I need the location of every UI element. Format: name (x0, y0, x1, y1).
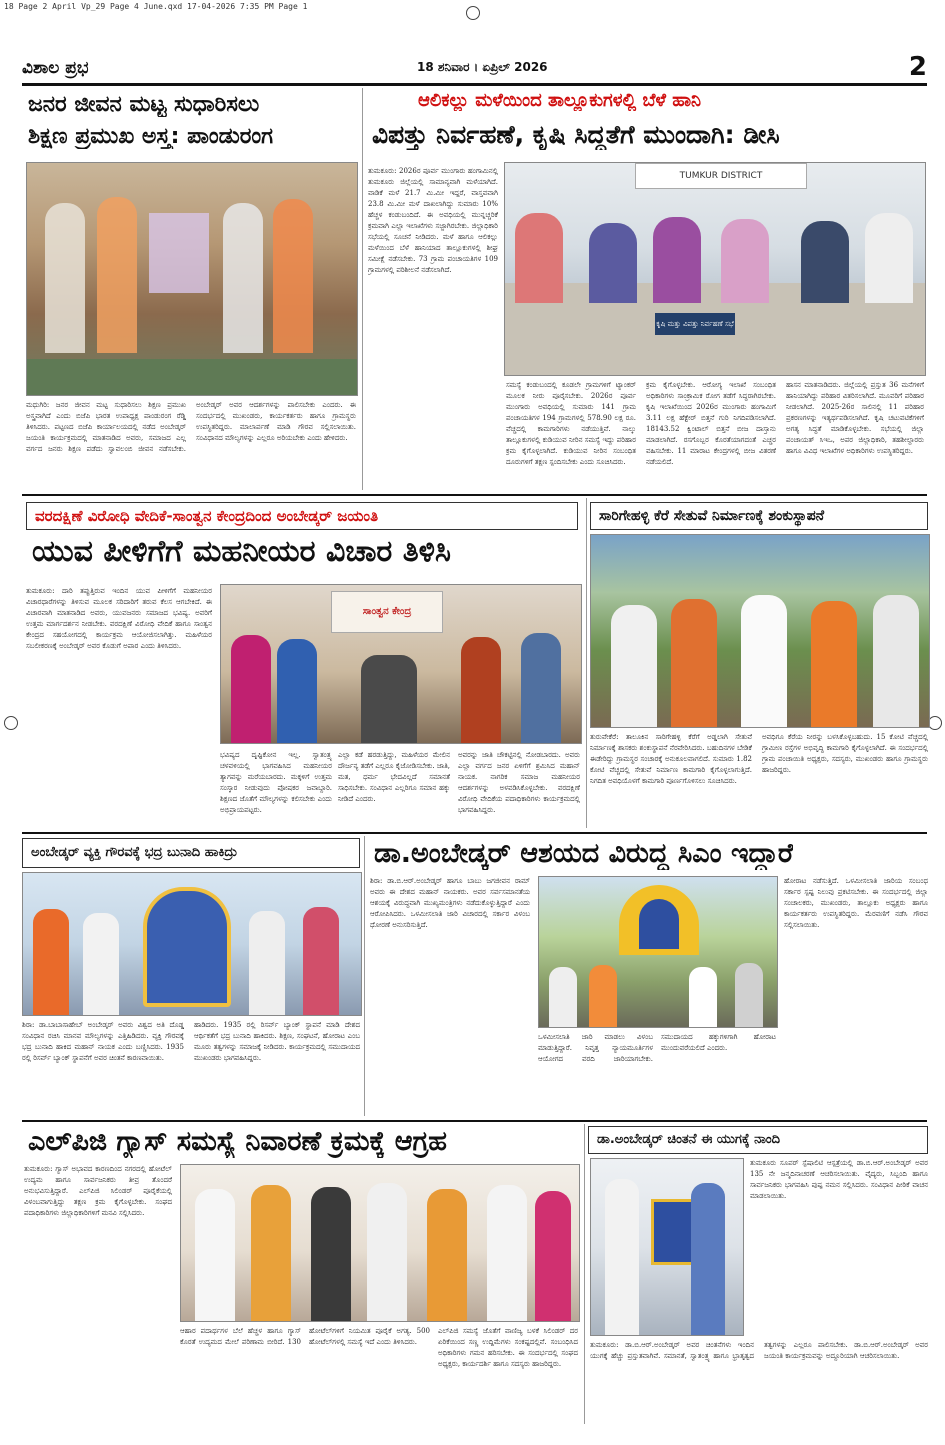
photo-foundation-ceremony (590, 534, 930, 728)
story-body-col1: ತುಮಕೂರು: ದಾರಿ ತಪ್ಪುತ್ತಿರುವ ಇಂದಿನ ಯುವ ಪೀಳಿಗೆಗೆ ಮಹನೀಯರ ವಿಚಾರಧಾರೆಗಳನ್ನು ತಿಳಿಸುವ ಮೂಲಕ ಸರಿದಾರಿಗೆ ತರುವ ಕೆಲಸ ಆಗಬೇಕಿದೆ. ಈ ವಿಚಾರವಾಗಿ ಮಾತನಾಡಿದ ಅವರು, ಯುವಜನರು ಸಮಾಜದ ಭವಿಷ್ಯ. ಅವರಿಗೆ ಉತ್ತಮ ಮಾರ್ಗದರ್ಶನ ನೀಡಬೇಕು. ವರದಕ್ಷಿಣೆ ವಿರೋಧಿ ವೇದಿಕೆ ಹಾಗೂ ಸಾಂತ್ವನ ಕೇಂದ್ರದ ಸಹಯೋಗದಲ್ಲಿ ಕಾರ್ಯಕ್ರಮ ಆಯೋಜಿಸಲಾಗಿತ್ತು. ಮಹಿಳೆಯರ ಸಬಲೀಕರಣಕ್ಕೆ ಅಂಬೇಡ್ಕರ್ ಅವರ ಕೊಡುಗೆ ಅಪಾರ ಎಂದು ತಿಳಿಸಿದರು. (26, 587, 212, 650)
story-cm-critique (368, 836, 928, 1116)
story-bridge (590, 498, 928, 828)
column-rule (584, 1124, 585, 1424)
newspaper-name: ವಿಶಾಲ ಪ್ರಭ (22, 58, 89, 78)
story-body-col3: ಎಲ್‌ಪಿಜಿ ಸಮಸ್ಯೆ ಜೊತೆಗೆ ವಾಣಿಜ್ಯ ಬಳಕೆ ಸಿಲಿಂಡರ್ ದರ ಏರಿಕೆಯಿಂದ ಸಣ್ಣ ಉದ್ದಿಮೆಗಳು ಸಂಕಷ್ಟದಲ್ಲಿವೆ. ಸಂಬಂಧಿಸಿದ ಅಧಿಕಾರಿಗಳು ಗಮನ ಹರಿಸಬೇಕು. ಈ ಸಂದರ್ಭದಲ್ಲಿ ಸಂಘದ ಅಧ್ಯಕ್ಷರು, ಕಾರ್ಯದರ್ಶಿ ಹಾಗೂ ಸದಸ್ಯರು ಹಾಜರಿದ್ದರು. (438, 1327, 578, 1368)
registration-mark-right (928, 716, 942, 730)
headline: ಶಿಕ್ಷಣ ಪ್ರಮುಖ ಅಸ್ತ್ರ: ಪಾಂಡುರಂಗ (28, 124, 273, 149)
story-crop-damage (366, 88, 928, 490)
photo-memorandum (180, 1164, 580, 1322)
story-body-col2: ಒಳಮೀಸಲಾತಿ ಜಾರಿ ಮಾಡಲು ವಿಳಂಬ ಮಾಡುತ್ತಿದ್ದಾರೆ. ನಿವೃತ್ತ ನ್ಯಾಯಮೂರ್ತಿಗಳ ಆಯೋಗದ ವರದಿ ಜಾರಿಯಾಗಬೇಕು. ಸಮುದಾಯದ ಹಕ್ಕುಗಳಿಗಾಗಿ ಹೋರಾಟ ಮುಂದುವರೆಯಲಿದೆ ಎಂದರು. (538, 1033, 776, 1063)
section-rule (22, 832, 927, 834)
photo-meeting (504, 162, 926, 376)
issue-date: 18 ಶನಿವಾರ । ಏಪ್ರಿಲ್ 2026 (417, 60, 548, 74)
headline: ವಿಪತ್ತು ನಿರ್ವಹಣೆ, ಕೃಷಿ ಸಿದ್ಧತೆಗೆ ಮುಂದಾಗಿ: ಡೀಸಿ (372, 120, 780, 149)
story-body-col3: ಹೋರಾಟ ನಡೆಸುತ್ತಿದೆ. ಒಳಮೀಸಲಾತಿ ಜಾರಿಯ ಸಂಬಂಧ ಸರ್ಕಾರ ಸ್ಪಷ್ಟ ನಿಲುವು ಪ್ರಕಟಿಸಬೇಕು. ಈ ಸಂದರ್ಭದಲ್ಲಿ ಜಿಲ್ಲಾ ಸಂಚಾಲಕರು, ಮುಖಂಡರು, ತಾಲ್ಲೂಕು ಅಧ್ಯಕ್ಷರು ಹಾಗೂ ಕಾರ್ಯಕರ್ತರು ಉಪಸ್ಥಿತರಿದ್ದರು. ಮೆರವಣಿಗೆ ನಡೆಸಿ ಗೌರವ ಸಲ್ಲಿಸಲಾಯಿತು. (784, 877, 928, 929)
masthead (22, 52, 927, 82)
masthead-rule (22, 83, 927, 86)
story-body-col3: ಕ್ರಮ ಕೈಗೊಳ್ಳಬೇಕು. ಆರೋಗ್ಯ ಇಲಾಖೆ ಸಂಬಂಧಿತ ಅಧಿಕಾರಿಗಳು ಸಾಂಕ್ರಾಮಿಕ ರೋಗ ತಡೆಗೆ ಸಿದ್ಧರಾಗಿರಬೇಕು. ಕೃಷಿ ಇಲಾಖೆಯಿಂದ 2026ರ ಮುಂಗಾರು ಹಂಗಾಮಿಗೆ 3.11 ಲಕ್ಷ ಹೆಕ್ಟೇರ್ ಬಿತ್ತನೆ ಗುರಿ ನಿಗದಿಪಡಿಸಲಾಗಿದೆ. 18143.52 ಕ್ವಿಂಟಾಲ್ ಬಿತ್ತನೆ ಬೀಜ ದಾಸ್ತಾನು ಮಾಡಲಾಗಿದೆ. ರಸಗೊಬ್ಬರ ಕೊರತೆಯಾಗದಂತೆ ಎಚ್ಚರ ವಹಿಸಬೇಕು. 11 ಮಾರಾಟ ಕೇಂದ್ರಗಳಲ್ಲಿ ಬೀಜ ವಿತರಣೆ ನಡೆಯಲಿದೆ. (646, 381, 776, 466)
meeting-banner: TUMKUR DISTRICT (635, 163, 807, 189)
story-body-col3: ಎಲ್ಲಾ ಕಡೆ ಹರಡುತ್ತಿದ್ದು, ಮಹಿಳೆಯರ ಮೇಲಿನ ದೌರ್ಜನ್ಯ ತಡೆಗೆ ಎಲ್ಲರೂ ಕೈಜೋಡಿಸಬೇಕು. ಜಾತಿ, ಮತ, ಧರ್ಮ ಭೇದವಿಲ್ಲದೆ ಸಮಾನತೆ ಸಾಧಿಸಬೇಕು. ಸಂವಿಧಾನ ಎಲ್ಲರಿಗೂ ಸಮಾನ ಹಕ್ಕು ನೀಡಿದೆ ಎಂದರು. (338, 751, 450, 803)
headline: ಡಾ.ಅಂಬೇಡ್ಕರ್ ಚಿಂತನೆ ಈ ಯುಗಕ್ಕೆ ನಾಂದಿ (588, 1126, 928, 1154)
name-plate: ಕೃಷಿ ಮತ್ತು ವಿಪತ್ತು ನಿರ್ವಹಣೆ ಸಭೆ (655, 313, 735, 335)
story-body: ಮಧುಗಿರಿ: ಜನರ ಜೀವನ ಮಟ್ಟ ಸುಧಾರಿಸಲು ಶಿಕ್ಷಣ ಪ್ರಮುಖ ಅಸ್ತ್ರವಾಗಿದೆ ಎಂದು ಬಿಜೆಪಿ ಭಾರತ ಉಪಾಧ್ಯಕ್ಷ ಪಾಂಡುರಂಗ ರೆಡ್ಡಿ ತಿಳಿಸಿದರು. ಪಟ್ಟಣದ ಬಿಜೆಪಿ ಕಾರ್ಯಾಲಯದಲ್ಲಿ ನಡೆದ ಅಂಬೇಡ್ಕರ್ ಜಯಂತಿ ಕಾರ್ಯಕ್ರಮದಲ್ಲಿ ಮಾತನಾಡಿದ ಅವರು, ಸಮಾಜದ ಎಲ್ಲ ವರ್ಗದ ಜನರು ಶಿಕ್ಷಣ ಪಡೆದು ಸ್ವಾವಲಂಬಿ ಜೀವನ ನಡೆಸಬೇಕು. ಅಂಬೇಡ್ಕರ್ ಅವರ ಆದರ್ಶಗಳನ್ನು ಪಾಲಿಸಬೇಕು ಎಂದರು. ಈ ಸಂದರ್ಭದಲ್ಲಿ ಮುಖಂಡರು, ಕಾರ್ಯಕರ್ತರು ಹಾಗೂ ಗ್ರಾಮಸ್ಥರು ಉಪಸ್ಥಿತರಿದ್ದರು. ಮಾಲಾರ್ಪಣೆ ಮಾಡಿ ಗೌರವ ಸಲ್ಲಿಸಲಾಯಿತು. ಸಂವಿಧಾನದ ಮೌಲ್ಯಗಳನ್ನು ಎಲ್ಲರೂ ಅರಿಯಬೇಕು ಎಂದು ಹೇಳಿದರು. (26, 401, 356, 453)
story-body-col2: ಆಹಾರ ಪದಾರ್ಥಗಳ ಬೆಲೆ ಹೆಚ್ಚಳ ಹಾಗೂ ಗ್ಯಾಸ್ ಕೊರತೆ ಉದ್ಯಮದ ಮೇಲೆ ಪರಿಣಾಮ ಬೀರಿದೆ. 130 ಹೋಟೆಲ್‌ಗಳಿಗೆ ನಿಯಮಿತ ಪೂರೈಕೆ ಅಗತ್ಯ. 500 ಹೋಟೆಲ್‌ಗಳಲ್ಲಿ ಸಮಸ್ಯೆ ಇದೆ ಎಂದು ತಿಳಿಸಿದರು. (180, 1327, 430, 1346)
print-slug: 18 Page 2 April Vp_29 Page 4 June.qxd 17-04-2026 7:35 PM Page 1 (4, 2, 308, 11)
headline: ಎಲ್‌ಪಿಜಿ ಗ್ಯಾಸ್ ಸಮಸ್ಯೆ ನಿವಾರಣೆ ಕ್ರಮಕ್ಕೆ ಆಗ್ರಹ (28, 1126, 447, 1157)
photo-statue-tribute (22, 872, 362, 1016)
kicker: ವರದಕ್ಷಿಣೆ ವಿರೋಧಿ ವೇದಿಕೆ-ಸಾಂತ್ವನ ಕೇಂದ್ರದಿಂದ ಅಂಬೇಡ್ಕರ್ ಜಯಂತಿ (26, 502, 578, 530)
story-lpg-shortage (22, 1124, 580, 1424)
story-ambedkar-dignity (22, 836, 360, 1116)
headline: ಸಾರಿಗೇಹಳ್ಳಿ ಕೆರೆ ಸೇತುವೆ ನಿರ್ಮಾಣಕ್ಕೆ ಶಂಕುಸ್ಥಾಪನೆ (590, 502, 928, 530)
story-body-col1: ಶಿರಾ: ಡಾ.ಬಾಬಾಸಾಹೇಬ್ ಅಂಬೇಡ್ಕರ್ ಅವರು ವಿಶ್ವದ ಅತಿ ದೊಡ್ಡ ಸಂವಿಧಾನ ರಚಿಸಿ ಮಾನವ ಮೌಲ್ಯಗಳನ್ನು ಎತ್ತಿಹಿಡಿದರು. ವ್ಯಕ್ತಿ ಗೌರವಕ್ಕೆ ಭದ್ರ ಬುನಾದಿ ಹಾಕಿದ ಮಹಾನ್ ನಾಯಕ ಎಂದು ಬಣ್ಣಿಸಿದರು. 1935 ರಲ್ಲಿ ರಿಸರ್ವ್ ಬ್ಯಾಂಕ್ ಸ್ಥಾಪನೆಗೆ ಅವರ ಚಿಂತನೆ ಕಾರಣವಾಯಿತು. (22, 1021, 184, 1062)
photo-event-group (26, 162, 358, 396)
story-youth (22, 498, 582, 828)
headline: ಜನರ ಜೀವನ ಮಟ್ಟ ಸುಧಾರಿಸಲು (28, 92, 260, 117)
story-body-col4: ಹಾಸನ ಮಾತನಾಡಿದರು. ಜಿಲ್ಲೆಯಲ್ಲಿ ಪ್ರಸ್ತುತ 36 ಮನೆಗಳಿಗೆ ಹಾನಿಯಾಗಿದ್ದು ಪರಿಹಾರ ವಿತರಿಸಲಾಗಿದೆ. ಮೂವರಿಗೆ ಪರಿಹಾರ ನೀಡಲಾಗಿದೆ. 2025-26ರ ಸಾಲಿನಲ್ಲಿ 11 ಪರಿಹಾರ ಪ್ರಕರಣಗಳನ್ನು ಇತ್ಯರ್ಥಪಡಿಸಲಾಗಿದೆ. ಕೃಷಿ ಚಟುವಟಿಕೆಗಳಿಗೆ ಅಗತ್ಯ ಸಿದ್ಧತೆ ಮಾಡಿಕೊಳ್ಳಬೇಕು. ಸಭೆಯಲ್ಲಿ ಜಿಲ್ಲಾ ಪಂಚಾಯತ್ ಸಿಇಒ, ಅಪರ ಜಿಲ್ಲಾಧಿಕಾರಿ, ತಹಶೀಲ್ದಾರರು ಹಾಗೂ ವಿವಿಧ ಇಲಾಖೆಗಳ ಅಧಿಕಾರಿಗಳು ಉಪಸ್ಥಿತರಿದ್ದರು. (786, 381, 924, 455)
story-body-col2: ಭವಿಷ್ಯದ ದೃಷ್ಟಿಕೋನ ಇಲ್ಲ. ಸ್ವಾತಂತ್ರ್ಯ ಚಳವಳಿಯಲ್ಲಿ ಭಾಗವಹಿಸಿದ ಮಹನೀಯರ ತ್ಯಾಗವನ್ನು ಮರೆಯಬಾರದು. ಮಕ್ಕಳಿಗೆ ಉತ್ತಮ ಸಂಸ್ಕಾರ ನೀಡುವುದು ಪೋಷಕರ ಜವಾಬ್ದಾರಿ. ಶಿಕ್ಷಣದ ಜೊತೆಗೆ ಮೌಲ್ಯಗಳನ್ನು ಕಲಿಸಬೇಕು ಎಂದು ಅಭಿಪ್ರಾಯಪಟ್ಟರು. (220, 751, 332, 814)
column-rule (586, 498, 587, 828)
registration-mark-top (466, 6, 480, 20)
story-body-col1: ತುಮಕೂರು: 2026ರ ಪೂರ್ವ ಮುಂಗಾರು ಹಂಗಾಮಿನಲ್ಲಿ ತುಮಕೂರು ಜಿಲ್ಲೆಯಲ್ಲಿ ಸಾಮಾನ್ಯವಾಗಿ ಮಳೆಯಾಗಿದೆ. ವಾಡಿಕೆ ಮಳೆ 21.7 ಮಿ.ಮೀ ಇದ್ದರೆ, ವಾಸ್ತವವಾಗಿ 23.8 ಮಿ.ಮೀ ಮಳೆ ದಾಖಲಾಗಿದ್ದು ಸುಮಾರು 10% ಹೆಚ್ಚಳ ಕಂಡುಬಂದಿದೆ. ಈ ಅವಧಿಯಲ್ಲಿ ಮುನ್ನಚ್ಚರಿಕೆ ಕ್ರಮವಾಗಿ ಎಲ್ಲಾ ಇಲಾಖೆಗಳು ಸಜ್ಜಾಗಿರಬೇಕು. ಜಿಲ್ಲಾಧಿಕಾರಿ ಸಭೆಯಲ್ಲಿ ಸೂಚನೆ ನೀಡಿದರು. ಮಳೆ ಹಾಗೂ ಆಲಿಕಲ್ಲು ಮಳೆಯಿಂದ ಬೆಳೆ ಹಾನಿಯಾದ ತಾಲ್ಲೂಕುಗಳಲ್ಲಿ ಶೀಘ್ರ ಸಮೀಕ್ಷೆ ನಡೆಸಬೇಕು. 73 ಗ್ರಾಮ ಪಂಚಾಯತಿಗಳ 109 ಗ್ರಾಮಗಳಲ್ಲಿ ಪರಿಶೀಲನೆ ನಡೆಸಲಾಗಿದೆ. (368, 167, 498, 274)
story-body-col2: ತುಮಕೂರು ಸೂಪರ್ ಸ್ಪೆಷಾಲಿಟಿ ಆಸ್ಪತ್ರೆಯಲ್ಲಿ ಡಾ.ಬಿ.ಆರ್.ಅಂಬೇಡ್ಕರ್ ಅವರ 135 ನೇ ಜನ್ಮದಿನಾಚರಣೆ ಆಚರಿಸಲಾಯಿತು. ವೈದ್ಯರು, ಸಿಬ್ಬಂದಿ ಹಾಗೂ ಸಾರ್ವಜನಿಕರು ಭಾಗವಹಿಸಿ ಪುಷ್ಪ ನಮನ ಸಲ್ಲಿಸಿದರು. ಸಂವಿಧಾನ ಪೀಠಿಕೆ ವಾಚನ ಮಾಡಲಾಯಿತು. (750, 1159, 928, 1200)
story-body-col1: ತುರುವೇಕೆರೆ: ತಾಲೂಕಿನ ಸಾರಿಗೇಹಳ್ಳಿ ಕೆರೆಗೆ ಅಡ್ಡಲಾಗಿ ಸೇತುವೆ ನಿರ್ಮಾಣಕ್ಕೆ ಶಾಸಕರು ಶಂಕುಸ್ಥಾಪನೆ ನೆರವೇರಿಸಿದರು. ಬಹುದಿನಗಳ ಬೇಡಿಕೆ ಈಡೇರಿದ್ದು ಗ್ರಾಮಸ್ಥರ ಸಂಚಾರಕ್ಕೆ ಅನುಕೂಲವಾಗಲಿದೆ. ಸುಮಾರು 1.82 ಕೋಟಿ ವೆಚ್ಚದಲ್ಲಿ ಸೇತುವೆ ನಿರ್ಮಾಣ ಕಾಮಗಾರಿ ಕೈಗೊಳ್ಳಲಾಗುತ್ತಿದೆ. ನಿಗದಿತ ಅವಧಿಯೊಳಗೆ ಕಾಮಗಾರಿ ಪೂರ್ಣಗೊಳಿಸಲು ಸೂಚಿಸಿದರು. (590, 733, 752, 785)
story-body-col2: ಅವಧಿಗೂ ಕೆರೆಯ ನೀರನ್ನು ಬಳಸಿಕೊಳ್ಳಬಹುದು. 15 ಕೋಟಿ ವೆಚ್ಚದಲ್ಲಿ ಗ್ರಾಮೀಣ ರಸ್ತೆಗಳ ಅಭಿವೃದ್ಧಿ ಕಾಮಗಾರಿ ಕೈಗೊಳ್ಳಲಾಗಿದೆ. ಈ ಸಂದರ್ಭದಲ್ಲಿ ಗ್ರಾಮ ಪಂಚಾಯಿತಿ ಅಧ್ಯಕ್ಷರು, ಸದಸ್ಯರು, ಮುಖಂಡರು ಹಾಗೂ ಗ್ರಾಮಸ್ಥರು ಹಾಜರಿದ್ದರು. (762, 733, 928, 774)
headline: ಅಂಬೇಡ್ಕರ್ ವ್ಯಕ್ತಿ ಗೌರವಕ್ಕೆ ಭದ್ರ ಬುನಾದಿ ಹಾಕಿದ್ರು (22, 838, 360, 868)
kicker: ಆಲಿಕಲ್ಲು ಮಳೆಯಿಂದ ತಾಲ್ಲೂಕುಗಳಲ್ಲಿ ಬೆಳೆ ಹಾನಿ (418, 90, 702, 111)
headline: ಡಾ.ಅಂಬೇಡ್ಕರ್ ಆಶಯದ ವಿರುದ್ಧ ಸಿಎಂ ಇದ್ದಾರೆ (374, 838, 794, 869)
section-rule (22, 494, 927, 496)
photo-procession (538, 876, 778, 1028)
page-number: 2 (908, 52, 927, 82)
story-ambedkar-vision (588, 1124, 928, 1424)
photo-hospital-event (590, 1158, 744, 1336)
story-body-col1: ಶಿರಾ: ಡಾ.ಬಿ.ಆರ್.ಅಂಬೇಡ್ಕರ್ ಹಾಗೂ ಬಾಬು ಜಗಜೀವನ ರಾಮ್ ಅವರು ಈ ದೇಶದ ಮಹಾನ್ ನಾಯಕರು. ಅವರ ಸರ್ವಸಮಾನತೆಯ ಆಶಯಕ್ಕೆ ವಿರುದ್ಧವಾಗಿ ಮುಖ್ಯಮಂತ್ರಿಗಳು ನಡೆದುಕೊಳ್ಳುತ್ತಿದ್ದಾರೆ ಎಂದು ಆರೋಪಿಸಿದರು. ಒಳಮೀಸಲಾತಿ ಜಾರಿ ವಿಚಾರದಲ್ಲಿ ಸರ್ಕಾರ ವಿಳಂಬ ಧೋರಣೆ ಅನುಸರಿಸುತ್ತಿದೆ. (370, 877, 530, 929)
column-rule (364, 836, 365, 1116)
story-body-col1: ತುಮಕೂರು: ಡಾ.ಬಿ.ಆರ್.ಅಂಬೇಡ್ಕರ್ ಅವರ ಚಿಂತನೆಗಳು ಇಂದಿನ ಯುಗಕ್ಕೆ ಹೆಚ್ಚು ಪ್ರಸ್ತುತವಾಗಿವೆ. ಸಮಾನತೆ, ಸ್ವಾತಂತ್ರ್ಯ ಹಾಗೂ ಭ್ರಾತೃತ್ವದ ತತ್ವಗಳನ್ನು ಎಲ್ಲರೂ ಪಾಲಿಸಬೇಕು. ಡಾ.ಬಿ.ಆರ್.ಅಂಬೇಡ್ಕರ್ ಅವರ ಜಯಂತಿ ಕಾರ್ಯಕ್ರಮವನ್ನು ಅದ್ದೂರಿಯಾಗಿ ಆಚರಿಸಲಾಯಿತು. (590, 1341, 928, 1360)
headline: ಯುವ ಪೀಳಿಗೆಗೆ ಮಹನೀಯರ ವಿಚಾರ ತಿಳಿಸಿ (32, 534, 451, 569)
section-rule (22, 1120, 927, 1122)
story-body-col1: ತುಮಕೂರು: ಗ್ಯಾಸ್ ಅಭಾವದ ಕಾರಣದಿಂದ ನಗರದಲ್ಲಿ ಹೋಟೆಲ್ ಉದ್ಯಮ ಹಾಗೂ ಸಾರ್ವಜನಿಕರು ತೀವ್ರ ತೊಂದರೆ ಅನುಭವಿಸುತ್ತಿದ್ದಾರೆ. ಎಲ್‌ಪಿಜಿ ಸಿಲಿಂಡರ್ ಪೂರೈಕೆಯಲ್ಲಿ ವಿಳಂಬವಾಗುತ್ತಿದ್ದು ತಕ್ಷಣ ಕ್ರಮ ಕೈಗೊಳ್ಳಬೇಕು. ಸಂಘದ ಪದಾಧಿಕಾರಿಗಳು ಜಿಲ್ಲಾಧಿಕಾರಿಗಳಿಗೆ ಮನವಿ ಸಲ್ಲಿಸಿದರು. (24, 1165, 172, 1217)
story-body-col4: ಅವರನ್ನು ಜಾತಿ ಚೌಕಟ್ಟಿನಲ್ಲಿ ನೋಡಬಾರದು. ಅವರು ಎಲ್ಲಾ ವರ್ಗದ ಜನರ ಏಳಿಗೆಗೆ ಶ್ರಮಿಸಿದ ಮಹಾನ್ ನಾಯಕ. ನಾಗರಿಕ ಸಮಾಜ ಮಹನೀಯರ ಆದರ್ಶಗಳನ್ನು ಅಳವಡಿಸಿಕೊಳ್ಳಬೇಕು. ವರದಕ್ಷಿಣೆ ವಿರೋಧಿ ವೇದಿಕೆಯ ಪದಾಧಿಕಾರಿಗಳು ಕಾರ್ಯಕ್ರಮದಲ್ಲಿ ಭಾಗವಹಿಸಿದ್ದರು. (458, 751, 580, 814)
story-body-col2: ಸಮಸ್ಯೆ ಕಂಡುಬಂದಲ್ಲಿ ಕೂಡಲೇ ಗ್ರಾಮಗಳಿಗೆ ಟ್ಯಾಂಕರ್ ಮೂಲಕ ನೀರು ಪೂರೈಸಬೇಕು. 2026ರ ಪೂರ್ವ ಮುಂಗಾರು ಅವಧಿಯಲ್ಲಿ ಸುಮಾರು 141 ಗ್ರಾಮ ಪಂಚಾಯತಿಗಳ 194 ಗ್ರಾಮಗಳಲ್ಲಿ 578.90 ಲಕ್ಷ ರೂ. ವೆಚ್ಚದಲ್ಲಿ ಕಾಮಗಾರಿಗಳು ನಡೆಯುತ್ತಿವೆ. ನಾಲ್ಕು ತಾಲ್ಲೂಕುಗಳಲ್ಲಿ ಕುಡಿಯುವ ನೀರಿನ ಸಮಸ್ಯೆ ಇದ್ದು ಪರಿಹಾರ ಕ್ರಮ ಕೈಗೊಳ್ಳಲಾಗಿದೆ. ಕುಡಿಯುವ ನೀರಿನ ಸಂಬಂಧಿತ ದೂರುಗಳಿಗೆ ತಕ್ಷಣ ಸ್ಪಂದಿಸಬೇಕು ಎಂದು ಸೂಚಿಸಿದರು. (506, 381, 636, 466)
banner: ಸಾಂತ್ವನ ಕೇಂದ್ರ (331, 591, 443, 633)
photo-santhwana-event (220, 584, 582, 744)
column-rule (362, 88, 363, 490)
registration-mark-left (4, 716, 18, 730)
story-education (22, 88, 358, 490)
story-body-col2: ಹಾಡಿದರು. 1935 ರಲ್ಲಿ ರಿಸರ್ವ್ ಬ್ಯಾಂಕ್ ಸ್ಥಾಪನೆ ಮಾಡಿ ದೇಶದ ಆರ್ಥಿಕತೆಗೆ ಭದ್ರ ಬುನಾದಿ ಹಾಕಿದರು. ಶಿಕ್ಷಣ, ಸಂಘಟನೆ, ಹೋರಾಟ ಎಂಬ ಮೂರು ತತ್ವಗಳನ್ನು ಸಮಾಜಕ್ಕೆ ನೀಡಿದರು. ಕಾರ್ಯಕ್ರಮದಲ್ಲಿ ಸಮುದಾಯದ ಮುಖಂಡರು ಭಾಗವಹಿಸಿದ್ದರು. (194, 1021, 360, 1062)
